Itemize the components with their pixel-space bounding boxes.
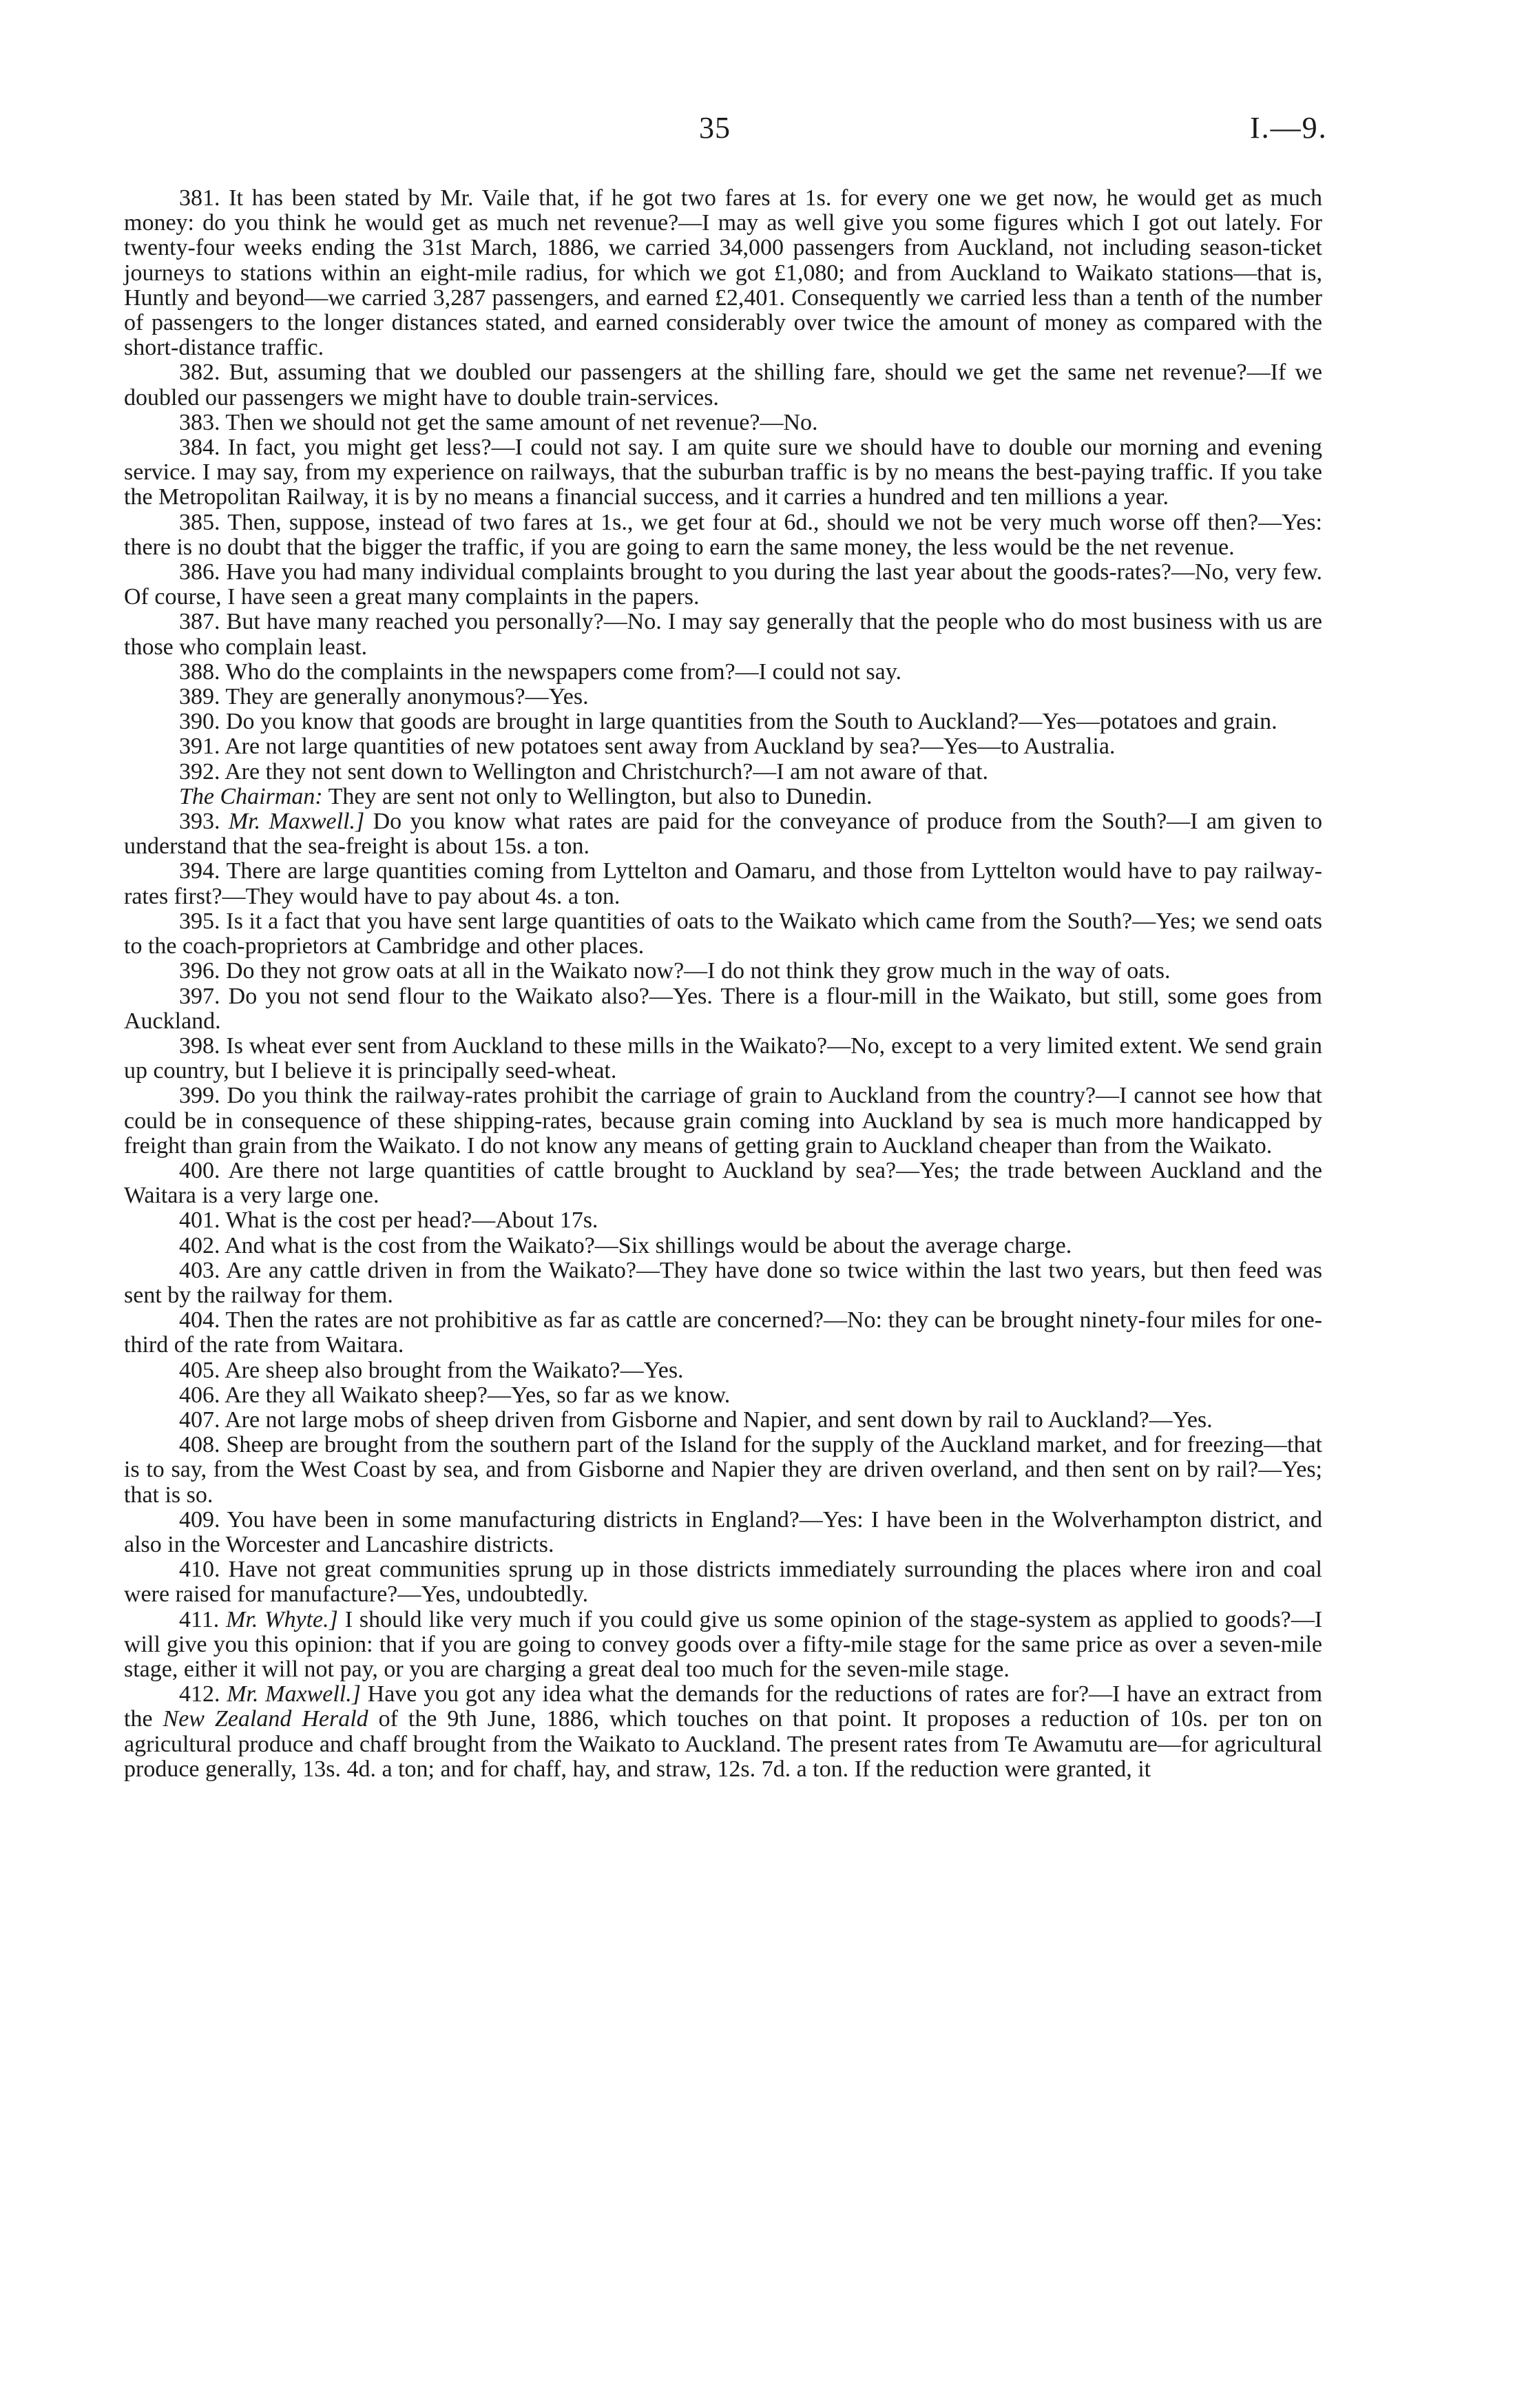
speaker-label: Mr. Maxwell.] (227, 1681, 361, 1708)
question-number: 401. (179, 1207, 220, 1234)
speaker-label: Mr. Whyte.] (226, 1606, 338, 1632)
paragraph-text: Are sheep also brought from the Waikato?—Yes. (225, 1357, 684, 1383)
question-number: 389. (179, 684, 220, 710)
paragraph-382 (124, 360, 1322, 410)
paragraph-407 (124, 1408, 1322, 1433)
question-number: 388. (179, 658, 220, 685)
paragraph-392 (124, 760, 1322, 785)
paragraph-404 (124, 1308, 1322, 1358)
question-number: 393. (179, 809, 220, 835)
question-number: 385. (179, 509, 220, 535)
paragraph-text: Is wheat ever sent from Auckland to these mills in the Waikato?—No, except to a very limited extent. We send grain up country, but I believe it is principally seed-wheat. (124, 1032, 1322, 1084)
question-number: 409. (179, 1506, 220, 1533)
paragraph-text: Then, suppose, instead of two fares at 1s., we get four at 6d., should we not be very much worse off then?—Yes: there is no doubt that the bigger the traffic, if you are going to earn the same money, the less would be the net revenue. (124, 509, 1322, 560)
question-number: 404. (179, 1307, 220, 1333)
paragraph-412 (124, 1682, 1322, 1782)
question-number: 410. (179, 1557, 220, 1583)
paragraph-text: Is it a fact that you have sent large quantities of oats to the Waikato which came from the South?—Yes; we send oats to the coach-proprietors at Cambridge and other places. (124, 908, 1322, 959)
paragraph-text: There are large quantities coming from Lyttelton and Oamaru, and those from Lyttelton would have to pay railway-rates first?—They would have to pay about 4s. a ton. (124, 858, 1322, 909)
paragraph-399 (124, 1083, 1322, 1159)
paragraph-402 (124, 1234, 1322, 1258)
paragraph-386 (124, 560, 1322, 610)
question-number: 411. (179, 1606, 220, 1632)
paragraph-384 (124, 435, 1322, 510)
paragraph-text: But have many reached you personally?—No. I may say generally that the people who do most business with us are those who complain least. (124, 609, 1322, 660)
paragraph-397 (124, 984, 1322, 1034)
question-number: 396. (179, 958, 220, 984)
paragraph-408 (124, 1433, 1322, 1508)
paragraph-text: They are generally anonymous?—Yes. (225, 684, 589, 710)
paragraph-text: Then we should not get the same amount of net revenue?—No. (225, 409, 818, 435)
question-number: 390. (179, 709, 220, 735)
paragraph-406 (124, 1383, 1322, 1408)
paragraph-text: Are they not sent down to Wellington and Christchurch?—I am not aware of that. (225, 758, 989, 785)
paragraph-391 (124, 734, 1322, 759)
paragraph-text: Have you had many individual complaints brought to you during the last year about the goods-rates?—No, very few. Of course, I have seen a great many complaints in the papers. (124, 559, 1323, 610)
question-number: 397. (179, 983, 220, 1009)
paragraph-chairman (124, 785, 1322, 809)
paragraph-text-continued: of the 9th June, 1886, which touches on that point. It proposes a reduction of 10s. per ton on agricultural produce and chaff brought from the Waikato to Auckland. The present rates from Te Awamutu are—for agricultural produce generally, 13s. 4d. a ton; and for chaff, hay, and straw, 12s. 7d. a ton. If the reduction were granted, it (124, 1706, 1323, 1782)
question-number: 407. (179, 1407, 220, 1433)
paragraph-text: Do you know that goods are brought in large quantities from the South to Auckland?—Yes—potatoes and grain. (226, 709, 1277, 735)
question-number: 387. (179, 609, 220, 635)
paragraph-398 (124, 1034, 1322, 1083)
paragraph-text: Are they all Waikato sheep?—Yes, so far as we know. (225, 1382, 731, 1408)
question-number: 381. (179, 185, 220, 211)
question-number: 405. (179, 1357, 220, 1383)
paragraph-text: You have been in some manufacturing districts in England?—Yes: I have been in the Wolverhampton district, and also in the Worcester and Lancashire districts. (124, 1506, 1322, 1557)
paragraph-396 (124, 959, 1322, 984)
paragraph-text: Do you know what rates are paid for the conveyance of produce from the South?—I am given to understand that the sea-freight is about 15s. a ton. (124, 809, 1323, 860)
paragraph-410 (124, 1557, 1322, 1607)
question-number: 383. (179, 409, 220, 435)
question-number: 382. (179, 360, 220, 386)
paragraph-text: Are there not large quantities of cattle brought to Auckland by sea?—Yes; the trade between Auckland and the Waitara is a very large one. (124, 1157, 1323, 1209)
paragraph-text: Do you think the railway-rates prohibit the carriage of grain to Auckland from the country?—I cannot see how that could be in consequence of these shipping-rates, because grain coming into Auckland by sea is much more handicapped by freight than grain from the Waikato. I do not know any means of getting grain to Auckland cheaper than from the Waikato. (124, 1083, 1322, 1159)
paragraph-text: Who do the complaints in the newspapers come from?—I could not say. (225, 658, 902, 685)
paragraph-394 (124, 859, 1322, 909)
testimony-body (124, 186, 1322, 1782)
document-code: I.—9. (1250, 111, 1328, 145)
question-number: 395. (179, 908, 220, 934)
paragraph-text: Are not large mobs of sheep driven from Gisborne and Napier, and sent down by rail to Auckland?—Yes. (225, 1407, 1213, 1433)
paragraph-411 (124, 1608, 1322, 1683)
paragraph-389 (124, 685, 1322, 709)
question-number: 402. (179, 1232, 220, 1258)
paragraph-text: Sheep are brought from the southern part of the Island for the supply of the Auckland market, and for freezing—that is to say, from the West Coast by sea, and from Gisborne and Napier they are driven overland, and then sent on by rail?—Yes; that is so. (124, 1432, 1322, 1508)
question-number: 406. (179, 1382, 220, 1408)
question-number: 398. (179, 1032, 220, 1059)
paragraph-400 (124, 1159, 1322, 1208)
paragraph-text: Do you not send flour to the Waikato also?—Yes. There is a flour-mill in the Waikato, but still, some goes from Auckland. (124, 983, 1323, 1034)
speaker-label: The Chairman: (179, 783, 323, 809)
paragraph-390 (124, 709, 1322, 734)
paragraph-383 (124, 411, 1322, 435)
publication-title: New Zealand Herald (163, 1706, 368, 1732)
question-number: 386. (179, 559, 220, 585)
question-number: 408. (179, 1432, 220, 1458)
paragraph-401 (124, 1208, 1322, 1233)
paragraph-text: Have you got any idea what the demands for the reductions of rates are for?—I have an extract from the (124, 1681, 1323, 1732)
paragraph-395 (124, 909, 1322, 959)
paragraph-text: They are sent not only to Wellington, but also to Dunedin. (328, 783, 873, 809)
paragraph-text: And what is the cost from the Waikato?—Six shillings would be about the average charge. (225, 1232, 1072, 1258)
question-number: 412. (179, 1681, 220, 1708)
paragraph-387 (124, 610, 1322, 659)
page-number: 35 (699, 111, 731, 145)
paragraph-393 (124, 809, 1322, 859)
paragraph-text: It has been stated by Mr. Vaile that, if he got two fares at 1s. for every one we get now, he would get as much money: do you think he would get as much net revenue?—I may as well give you some figures which I got out lately. For twenty-four weeks ending the 31st March, 1886, we carried 34,000 passengers from Auckland, not including season-ticket journeys to stations within an eight-mile radius, for which we got £1,080; and from Auckland to Waikato stations—that is, Huntly and beyond—we carried 3,287 passengers, and earned £2,401. Consequently we carried less than a tenth of the number of passengers to the longer distances stated, and earned considerably over twice the amount of money as compared with the short-distance traffic. (124, 185, 1322, 361)
paragraph-text: Have not great communities sprung up in those districts immediately surrounding the places where iron and coal were raised for manufacture?—Yes, undoubtedly. (124, 1557, 1322, 1608)
question-number: 384. (179, 435, 220, 461)
paragraph-text: Do they not grow oats at all in the Waikato now?—I do not think they grow much in the way of oats. (226, 958, 1171, 984)
paragraph-text: But, assuming that we doubled our passengers at the shilling fare, should we get the same net revenue?—If we doubled our passengers we might have to double train-services. (124, 360, 1323, 411)
speaker-label: Mr. Maxwell.] (228, 809, 365, 835)
paragraph-388 (124, 660, 1322, 685)
paragraph-text: In fact, you might get less?—I could not say. I am quite sure we should have to double our morning and evening service. I may say, from my experience on railways, that the suburban traffic is by no means the best-paying traffic. If you take the Metropolitan Railway, it is by no means a financial success, and it carries a hundred and ten millions a year. (124, 435, 1323, 510)
paragraph-text: Are not large quantities of new potatoes sent away from Auckland by sea?—Yes—to Australia. (225, 734, 1116, 760)
question-number: 394. (179, 858, 220, 884)
paragraph-385 (124, 510, 1322, 560)
paragraph-405 (124, 1358, 1322, 1383)
paragraph-text: Then the rates are not prohibitive as far as cattle are concerned?—No: they can be brought ninety-four miles for one-third of the rate from Waitara. (124, 1307, 1322, 1358)
paragraph-text: What is the cost per head?—About 17s. (225, 1207, 598, 1234)
question-number: 391. (179, 734, 220, 760)
question-number: 399. (179, 1083, 220, 1109)
paragraph-409 (124, 1508, 1322, 1557)
question-number: 400. (179, 1157, 220, 1183)
paragraph-text: I should like very much if you could give us some opinion of the stage-system as applied to goods?—I will give you this opinion: that if you are going to convey goods over a fifty-mile stage for the same price as over a seven-mile stage, either it will not pay, or you are charging a great deal too much for the seven-mile stage. (124, 1606, 1323, 1682)
question-number: 403. (179, 1257, 220, 1283)
paragraph-381 (124, 186, 1322, 360)
paragraph-403 (124, 1258, 1322, 1308)
paragraph-text: Are any cattle driven in from the Waikato?—They have done so twice within the last two years, but then feed was sent by the railway for them. (124, 1257, 1322, 1308)
question-number: 392. (179, 758, 220, 785)
